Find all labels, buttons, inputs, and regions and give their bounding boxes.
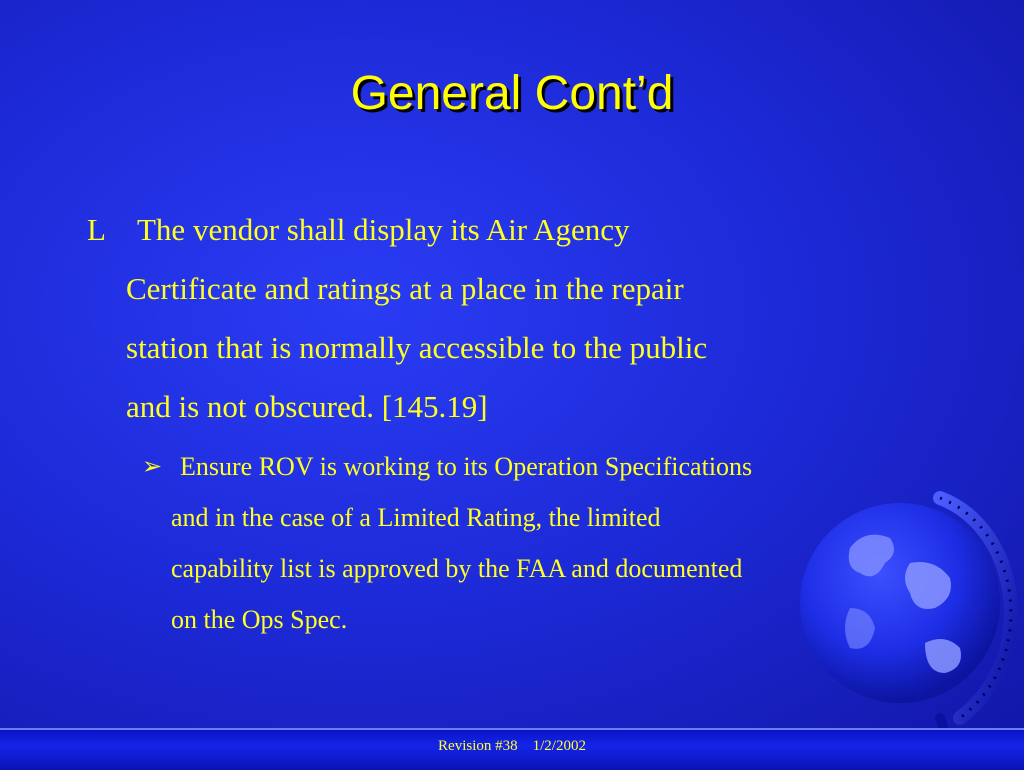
- bullet-text-line: Certificate and ratings at a place in the repair: [126, 271, 684, 306]
- sub-bullet-text-line: on the Ops Spec.: [171, 605, 348, 634]
- bullet-marker: L: [87, 212, 106, 247]
- bullet-text-line: and is not obscured. [145.19]: [126, 389, 488, 424]
- sub-bullet-text-line: capability list is approved by the FAA and documented: [171, 554, 743, 583]
- slide-title: General Cont’d: [350, 67, 674, 120]
- footer-bar: [0, 728, 1024, 770]
- globe-icon: [790, 468, 1024, 748]
- arrow-bullet-icon: ➢: [142, 452, 163, 480]
- sub-bullet-text-line: Ensure ROV is working to its Operation Specifications: [180, 452, 753, 481]
- sub-bullet-text-continuation: [171, 492, 742, 645]
- bullet-text-line: station that is normally accessible to the public: [126, 330, 708, 365]
- sub-bullet-text-line: and in the case of a Limited Rating, the limited: [171, 503, 661, 532]
- bullet-text-line: The vendor shall display its Air Agency: [137, 212, 630, 247]
- bullet-text-continuation: [126, 259, 707, 436]
- footer-text: Revision #38 1/2/2002: [438, 738, 586, 754]
